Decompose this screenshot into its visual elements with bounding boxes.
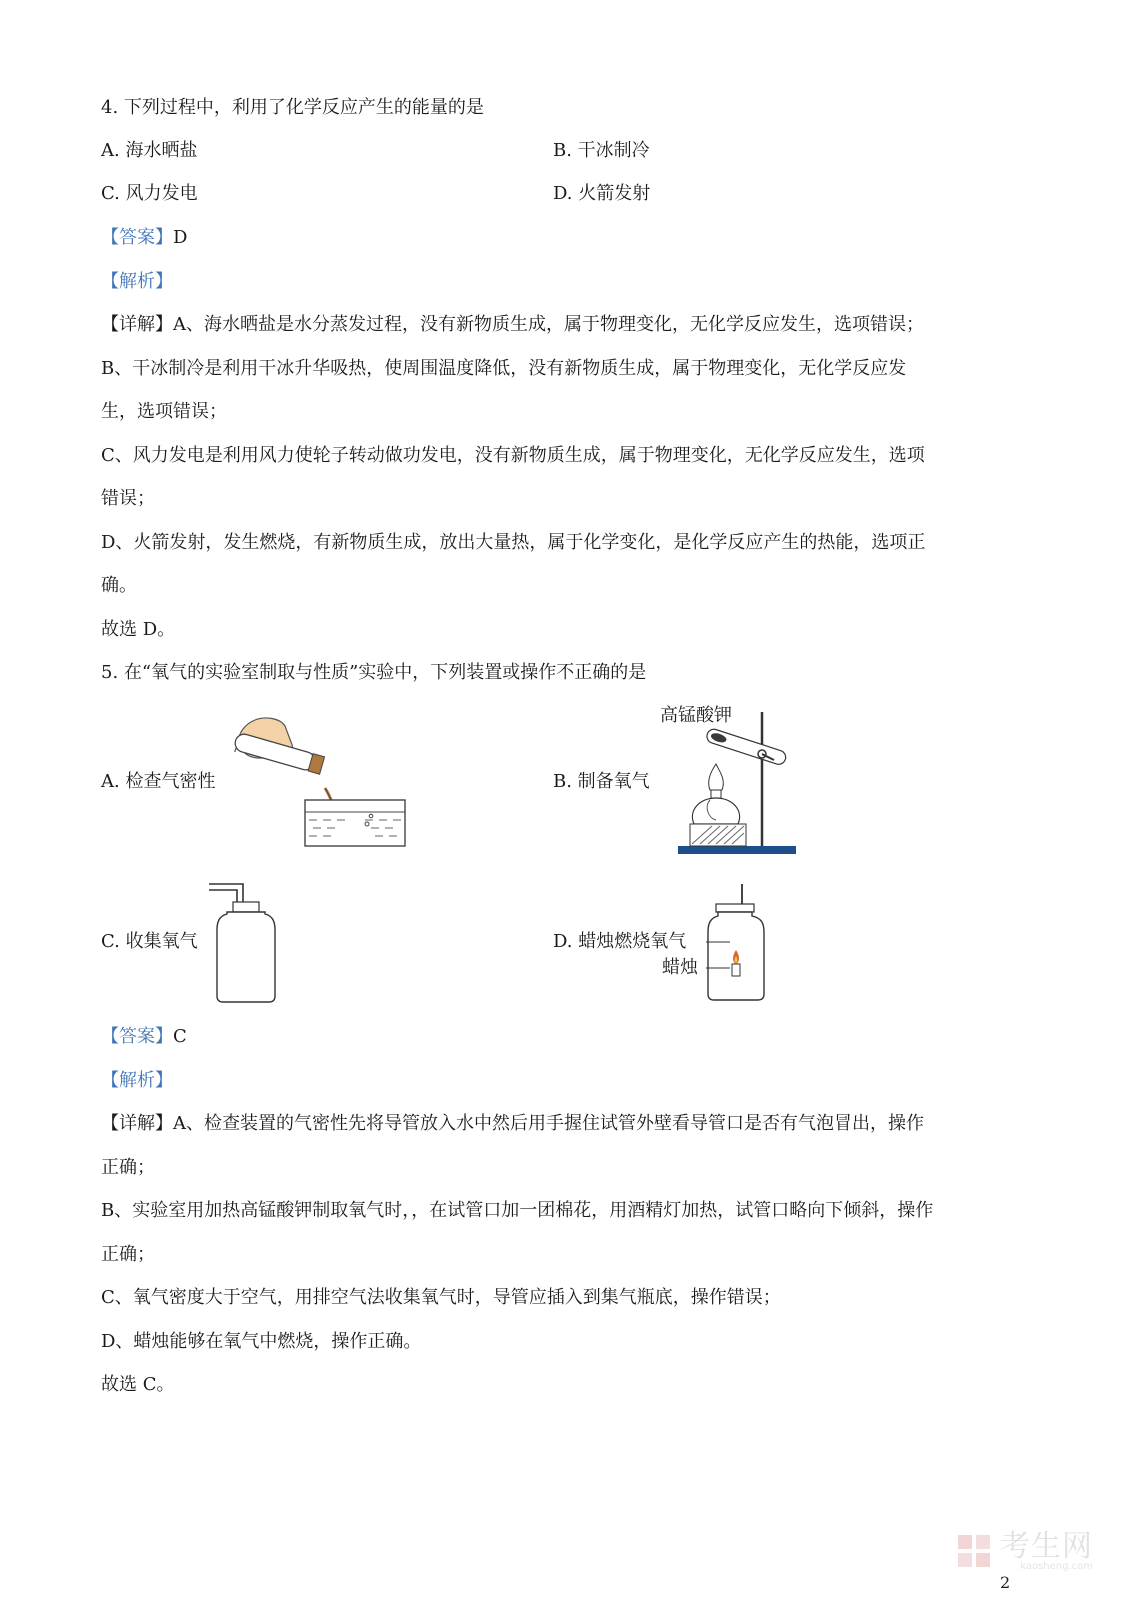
q5-option-b: B. 制备氧气: [553, 771, 650, 792]
q4-option-d: D. 火箭发射: [553, 183, 651, 204]
q5-detail-tag: 【详解】: [101, 1113, 173, 1134]
q5-detail-line-2: 正确；: [101, 1157, 155, 1178]
q5-detail-line-1: [101, 1112, 924, 1136]
q4-option-a: A. 海水晒盐: [101, 140, 198, 161]
q5-stem: 5. 在“氧气的实验室制取与性质”实验中，下列装置或操作不正确的是: [101, 662, 647, 683]
watermark-text: 考生网: [1000, 1529, 1093, 1564]
q5-detail-text-1: A、检查装置的气密性先将导管放入水中然后用手握住试管外壁看导管口是否有气泡冒出，操作: [173, 1113, 924, 1134]
q4-option-b: B. 干冰制冷: [553, 140, 650, 161]
q5-option-a: A. 检查气密性: [101, 771, 216, 792]
q4-detail-line-3: 生，选项错误；: [101, 401, 227, 422]
q4-detail-line-1: [101, 313, 924, 337]
q4-detail-line-7: 确。: [101, 575, 137, 596]
q4-detail-text-1: A、海水晒盐是水分蒸发过程，没有新物质生成，属于物理变化，无化学反应发生，选项错误；: [173, 314, 924, 335]
label-candle: 蜡烛: [662, 957, 698, 978]
label-kmno4: 高锰酸钾: [660, 705, 732, 726]
q5-option-d: D. 蜡烛燃烧氧气: [553, 931, 687, 952]
q4-detail-tag: 【详解】: [101, 314, 173, 335]
q4-answer: D: [173, 227, 188, 248]
q5-detail-line-4: 正确；: [101, 1244, 155, 1265]
q5-answer-tag: 【答案】: [101, 1026, 173, 1047]
q4-stem: 4. 下列过程中，利用了化学反应产生的能量的是: [101, 97, 484, 118]
q4-detail-line-5: 错误；: [101, 488, 155, 509]
figure-airtightness-check: [225, 712, 415, 852]
q5-analysis-tag: 【解析】: [101, 1070, 173, 1091]
page-number: 2: [1000, 1573, 1011, 1592]
q4-analysis-tag: 【解析】: [101, 271, 173, 292]
figure-candle-burning: [700, 880, 770, 1004]
q5-detail-line-3: B、实验室用加热高锰酸钾制取氧气时，，在试管口加一团棉花，用酒精灯加热，试管口略向下倾斜，操作: [101, 1200, 934, 1221]
watermark-sub: kaosheng.com: [1020, 1561, 1093, 1572]
q5-answer: C: [173, 1026, 187, 1047]
watermark: [956, 1529, 1093, 1572]
q4-conclusion: 故选 D。: [101, 619, 176, 640]
q4-detail-line-6: D、火箭发射，发生燃烧，有新物质生成，放出大量热，属于化学变化，是化学反应产生的热能，选项正: [101, 532, 926, 553]
q5-conclusion: 故选 C。: [101, 1374, 175, 1395]
q5-detail-line-5: C、氧气密度大于空气，用排空气法收集氧气时，导管应插入到集气瓶底，操作错误；: [101, 1287, 781, 1308]
q4-detail-line-4: C、风力发电是利用风力使轮子转动做功发电，没有新物质生成，属于物理变化，无化学反应发生，选项: [101, 445, 925, 466]
q4-answer-tag: 【答案】: [101, 227, 173, 248]
q4-detail-line-2: B、干冰制冷是利用干冰升华吸热，使周围温度降低，没有新物质生成，属于物理变化，无化学反应发: [101, 358, 907, 379]
q5-answer-line: [101, 1025, 187, 1049]
q4-answer-line: [101, 226, 187, 250]
watermark-logo-icon: [956, 1533, 994, 1571]
q5-option-c: C. 收集氧气: [101, 931, 198, 952]
figure-gas-collection: [205, 878, 285, 1006]
q4-option-c: C. 风力发电: [101, 183, 198, 204]
q5-detail-line-6: D、蜡烛能够在氧气中燃烧，操作正确。: [101, 1331, 422, 1352]
